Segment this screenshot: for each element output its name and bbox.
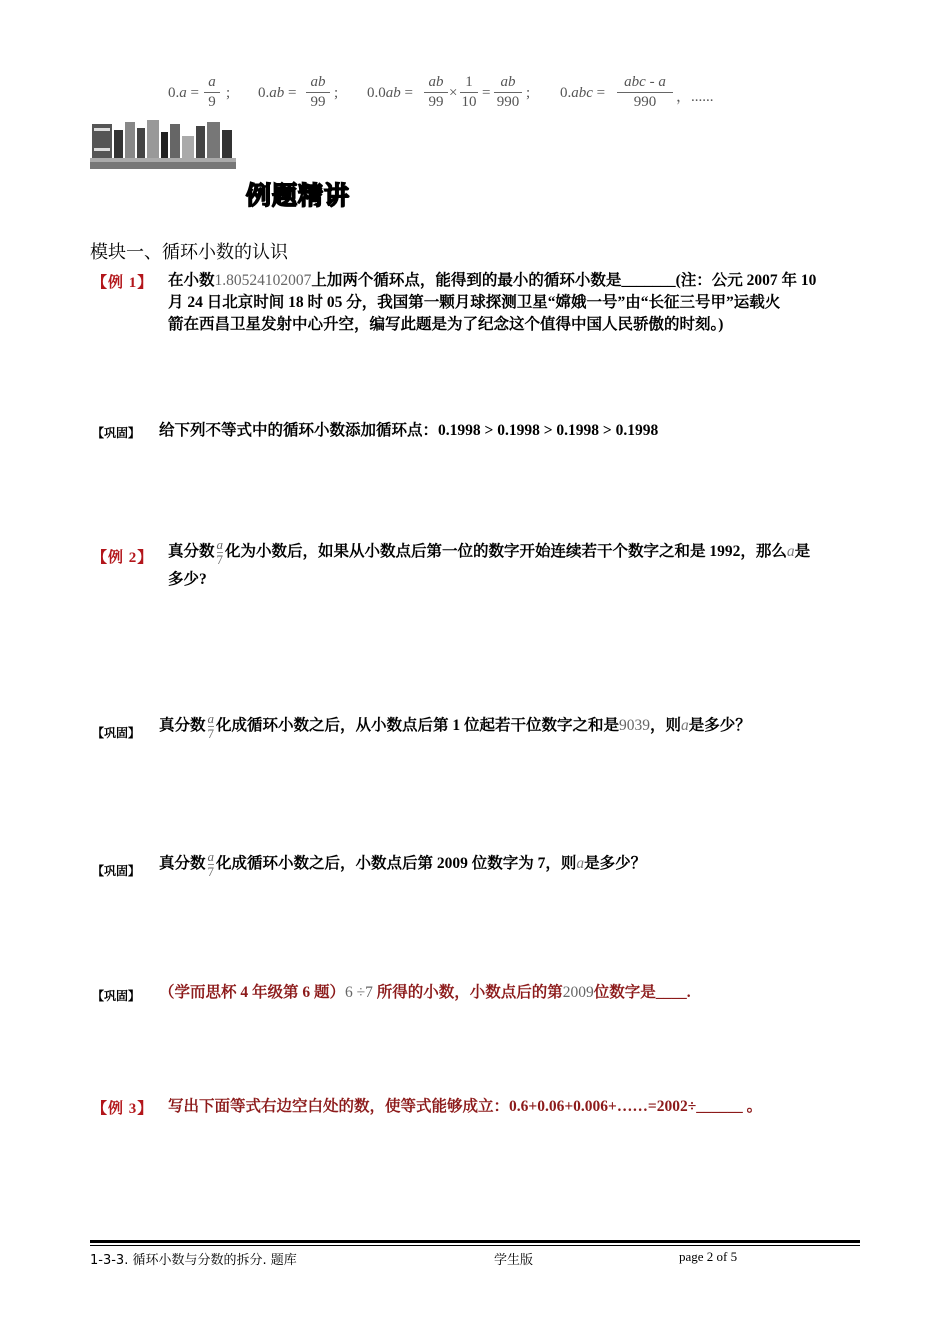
- consolidate-1-text: 给下列不等式中的循环小数添加循环点：0.1998 > 0.1998 > 0.1998 > 0.1998: [159, 422, 659, 439]
- example-1-line-3: 箭在西昌卫星发射中心升空，编写此题是为了纪念这个值得中国人民骄傲的时刻。): [168, 316, 724, 333]
- example-2-line-2: 多少?: [168, 571, 207, 588]
- formula-3-times: ×: [449, 85, 458, 101]
- consolidate-3-tag: 【巩固】: [92, 864, 141, 878]
- formula-4-frac: abc - a 990: [617, 74, 673, 111]
- example-1-text: [168, 270, 868, 336]
- formula-2-lhs: 0.ab =: [258, 85, 297, 101]
- consolidate-4-text: （学而思杯 4 年级第 6 题）6 ÷7 所得的小数，小数点后的第2009位数字是____.: [159, 984, 691, 1001]
- footer-rule-thin: [90, 1245, 860, 1246]
- consolidate-4-tag: 【巩固】: [92, 989, 141, 1003]
- example-1-decimal: 1.80524102007: [214, 272, 312, 289]
- example-2-fraction: $\frac{a}{7}$: [216, 537, 224, 567]
- formula-3-frac-3: ab 990: [494, 74, 522, 111]
- example-3-tag: 【例 3】: [92, 1101, 154, 1117]
- formula-1-int: 0.: [168, 85, 180, 101]
- consolidate-1-tag: 【巩固】: [92, 426, 141, 440]
- example-2-text: [168, 538, 868, 591]
- books-icon: [88, 118, 238, 172]
- footer-left: 1-3-3. 循环小数与分数的拆分. 题库: [90, 1253, 297, 1268]
- example-1-tag: 【例 1】: [92, 275, 154, 291]
- formula-2-sep: ;: [334, 85, 339, 101]
- banner-title: 例题精讲: [246, 181, 351, 210]
- formula-3-eq: =: [482, 85, 491, 101]
- formula-3-sep: ;: [526, 85, 531, 101]
- formula-4-lhs: 0.abc =: [560, 85, 606, 101]
- example-2-tag: 【例 2】: [92, 550, 154, 566]
- formula-3-frac-1: ab 99: [424, 74, 448, 111]
- consolidate-2-fraction: $\frac{a}{7}$: [207, 711, 215, 741]
- formula-4-tail: ，......: [676, 89, 714, 105]
- formula-3-lhs: 0.0ab =: [367, 85, 413, 101]
- formula-1-lhs: 0.a =: [168, 85, 199, 101]
- formula-1-frac: a 9: [204, 74, 220, 111]
- consolidate-3-text: 真分数 $\frac{a}{7}$ 化成循环小数之后，小数点后第 2009 位数字为 7，则a是多少？: [159, 849, 647, 879]
- books-banner-graphic: [88, 118, 238, 172]
- formula-2-frac: ab 99: [306, 74, 330, 111]
- footer-rule-thick: [90, 1240, 860, 1243]
- consolidate-3-fraction: $\frac{a}{7}$: [207, 849, 215, 879]
- footer-center: 学生版: [494, 1253, 534, 1268]
- example-2-line-1: 真分数 $\frac{a}{7}$ 化为小数后，如果从小数点后第一位的数字开始连续若干个数字之和是 1992，那么a是: [168, 537, 811, 567]
- example-1-line-1: 在小数1.80524102007上加两个循环点，能得到的最小的循环小数是_______(注：公元 2007 年 10: [168, 272, 817, 289]
- footer-page-number: page 2 of 5: [679, 1249, 738, 1264]
- consolidate-2-tag: 【巩固】: [92, 726, 141, 740]
- module-title: 模块一、循环小数的认识: [90, 242, 288, 263]
- example-1-line-2: 月 24 日北京时间 18 时 05 分，我国第一颗月球探测卫星“嫦娥一号”由“长征三号甲”运载火: [168, 294, 781, 311]
- formula-1-sep: ;: [226, 85, 231, 101]
- consolidate-2-text: 真分数 $\frac{a}{7}$ 化成循环小数之后，从小数点后第 1 位起若干位数字之和是9039，则a是多少？: [159, 711, 751, 741]
- formula-3-frac-2: 1 10: [461, 74, 477, 110]
- example-3-text: 写出下面等式右边空白处的数，使等式能够成立：0.6+0.06+0.006+……=2002÷______ 。: [168, 1098, 763, 1115]
- formula-1-var: a: [179, 85, 187, 101]
